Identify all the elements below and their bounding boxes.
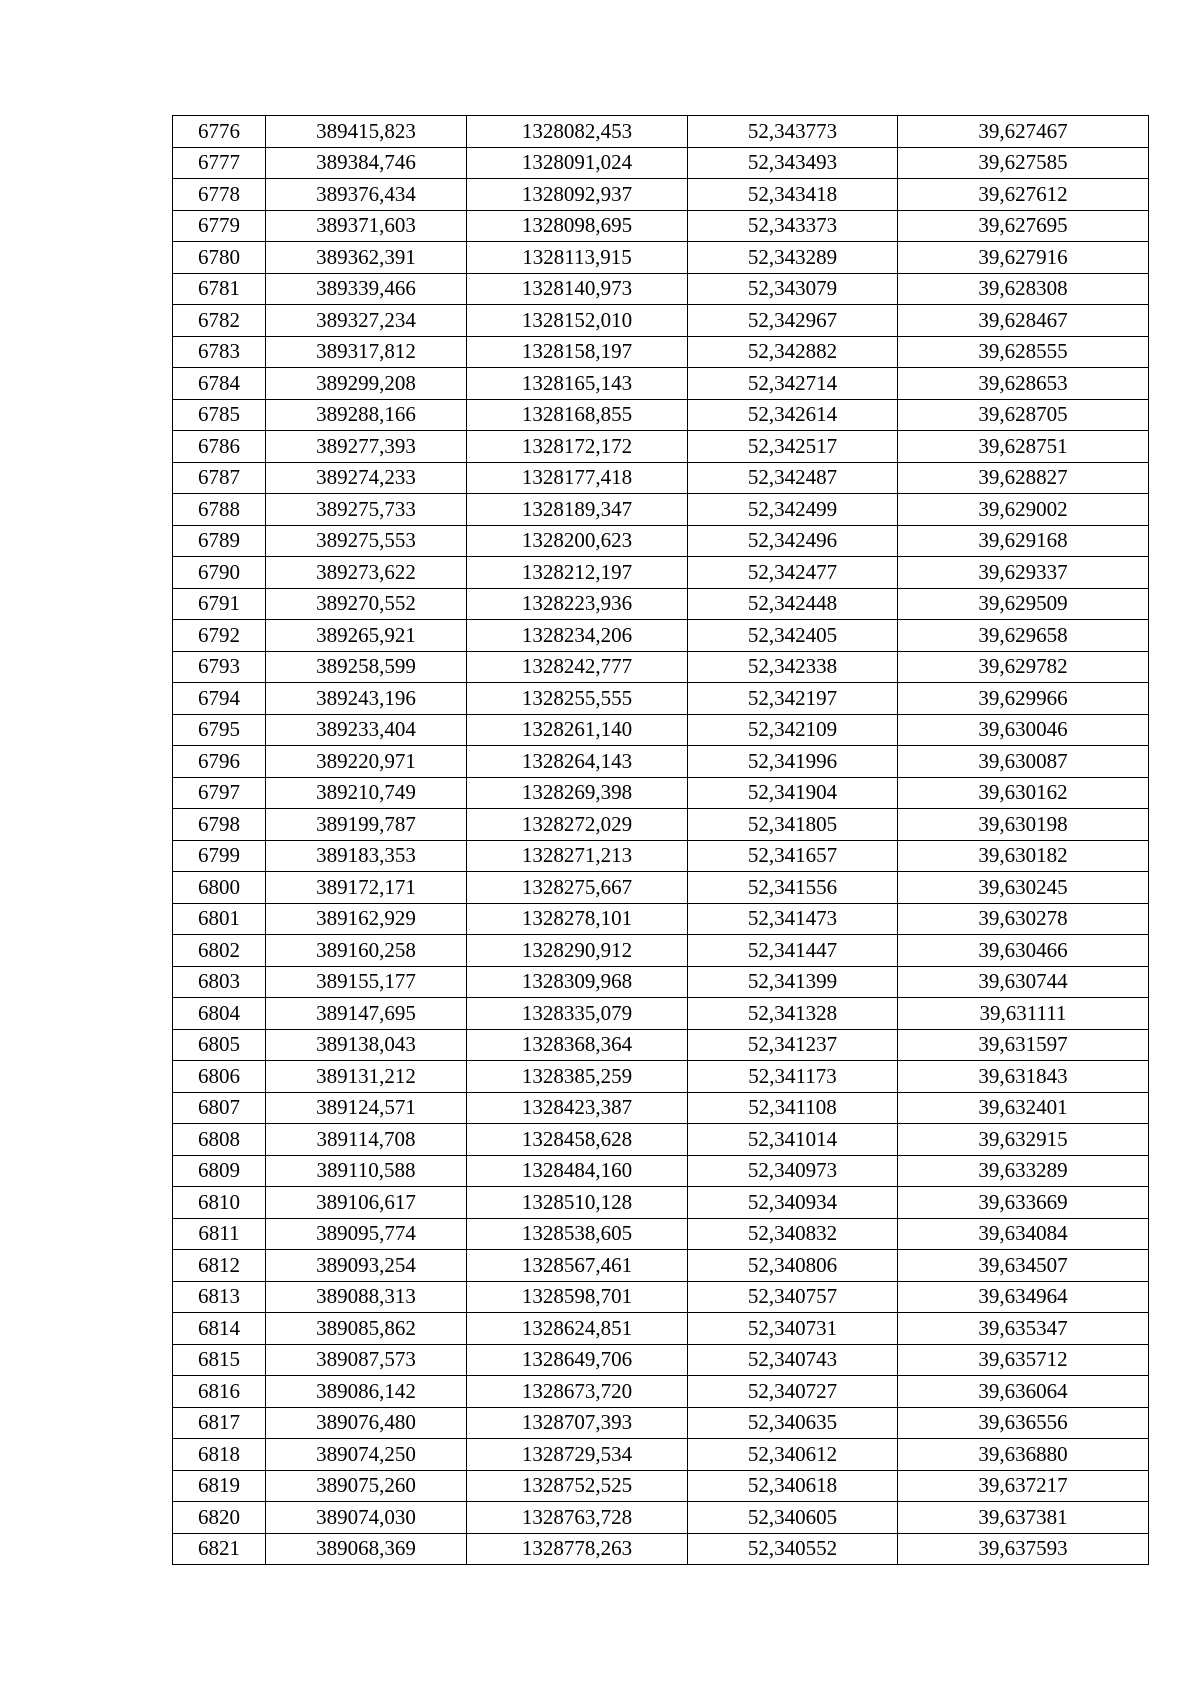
point-number-cell: 6817 (173, 1407, 266, 1439)
point-number-cell: 6804 (173, 998, 266, 1030)
point-number-cell: 6778 (173, 179, 266, 211)
table-row (173, 557, 1149, 589)
point-number-cell: 6793 (173, 651, 266, 683)
point-number-cell: 6816 (173, 1376, 266, 1408)
y-coordinate-cell: 1328158,197 (467, 336, 688, 368)
point-number-cell: 6777 (173, 147, 266, 179)
latitude-cell: 52,342448 (688, 588, 898, 620)
table-row (173, 1187, 1149, 1219)
y-coordinate-cell: 1328423,387 (467, 1092, 688, 1124)
x-coordinate-cell: 389106,617 (266, 1187, 467, 1219)
point-number-cell: 6788 (173, 494, 266, 526)
table-row (173, 588, 1149, 620)
table-row (173, 305, 1149, 337)
table-row (173, 462, 1149, 494)
longitude-cell: 39,630182 (898, 840, 1149, 872)
longitude-cell: 39,629168 (898, 525, 1149, 557)
x-coordinate-cell: 389068,369 (266, 1533, 467, 1565)
x-coordinate-cell: 389138,043 (266, 1029, 467, 1061)
longitude-cell: 39,627467 (898, 116, 1149, 148)
x-coordinate-cell: 389362,391 (266, 242, 467, 274)
x-coordinate-cell: 389074,250 (266, 1439, 467, 1471)
latitude-cell: 52,342614 (688, 399, 898, 431)
x-coordinate-cell: 389384,746 (266, 147, 467, 179)
x-coordinate-cell: 389339,466 (266, 273, 467, 305)
latitude-cell: 52,341904 (688, 777, 898, 809)
table-row (173, 1092, 1149, 1124)
latitude-cell: 52,341237 (688, 1029, 898, 1061)
longitude-cell: 39,632915 (898, 1124, 1149, 1156)
longitude-cell: 39,635712 (898, 1344, 1149, 1376)
latitude-cell: 52,340806 (688, 1250, 898, 1282)
y-coordinate-cell: 1328707,393 (467, 1407, 688, 1439)
table-row (173, 777, 1149, 809)
latitude-cell: 52,341996 (688, 746, 898, 778)
longitude-cell: 39,630046 (898, 714, 1149, 746)
x-coordinate-cell: 389085,862 (266, 1313, 467, 1345)
y-coordinate-cell: 1328649,706 (467, 1344, 688, 1376)
table-row (173, 1250, 1149, 1282)
y-coordinate-cell: 1328278,101 (467, 903, 688, 935)
table-row (173, 1124, 1149, 1156)
y-coordinate-cell: 1328271,213 (467, 840, 688, 872)
point-number-cell: 6789 (173, 525, 266, 557)
longitude-cell: 39,634964 (898, 1281, 1149, 1313)
point-number-cell: 6782 (173, 305, 266, 337)
latitude-cell: 52,343773 (688, 116, 898, 148)
table-row (173, 1155, 1149, 1187)
table-row (173, 242, 1149, 274)
y-coordinate-cell: 1328140,973 (467, 273, 688, 305)
longitude-cell: 39,630198 (898, 809, 1149, 841)
point-number-cell: 6790 (173, 557, 266, 589)
x-coordinate-cell: 389415,823 (266, 116, 467, 148)
y-coordinate-cell: 1328212,197 (467, 557, 688, 589)
latitude-cell: 52,342109 (688, 714, 898, 746)
x-coordinate-cell: 389162,929 (266, 903, 467, 935)
latitude-cell: 52,342197 (688, 683, 898, 715)
point-number-cell: 6815 (173, 1344, 266, 1376)
latitude-cell: 52,342882 (688, 336, 898, 368)
y-coordinate-cell: 1328598,701 (467, 1281, 688, 1313)
table-row (173, 935, 1149, 967)
latitude-cell: 52,341657 (688, 840, 898, 872)
y-coordinate-cell: 1328309,968 (467, 966, 688, 998)
table-row (173, 840, 1149, 872)
latitude-cell: 52,342499 (688, 494, 898, 526)
latitude-cell: 52,341805 (688, 809, 898, 841)
y-coordinate-cell: 1328264,143 (467, 746, 688, 778)
latitude-cell: 52,343289 (688, 242, 898, 274)
y-coordinate-cell: 1328082,453 (467, 116, 688, 148)
latitude-cell: 52,342517 (688, 431, 898, 463)
latitude-cell: 52,343493 (688, 147, 898, 179)
longitude-cell: 39,636556 (898, 1407, 1149, 1439)
y-coordinate-cell: 1328484,160 (467, 1155, 688, 1187)
table-row (173, 1218, 1149, 1250)
y-coordinate-cell: 1328272,029 (467, 809, 688, 841)
latitude-cell: 52,342487 (688, 462, 898, 494)
point-number-cell: 6783 (173, 336, 266, 368)
point-number-cell: 6818 (173, 1439, 266, 1471)
y-coordinate-cell: 1328510,128 (467, 1187, 688, 1219)
x-coordinate-cell: 389274,233 (266, 462, 467, 494)
table-row (173, 1502, 1149, 1534)
latitude-cell: 52,343079 (688, 273, 898, 305)
x-coordinate-cell: 389273,622 (266, 557, 467, 589)
latitude-cell: 52,341556 (688, 872, 898, 904)
point-number-cell: 6792 (173, 620, 266, 652)
point-number-cell: 6795 (173, 714, 266, 746)
latitude-cell: 52,341473 (688, 903, 898, 935)
point-number-cell: 6781 (173, 273, 266, 305)
table-row (173, 1439, 1149, 1471)
table-row (173, 651, 1149, 683)
longitude-cell: 39,634084 (898, 1218, 1149, 1250)
latitude-cell: 52,340832 (688, 1218, 898, 1250)
longitude-cell: 39,637593 (898, 1533, 1149, 1565)
point-number-cell: 6796 (173, 746, 266, 778)
longitude-cell: 39,628705 (898, 399, 1149, 431)
x-coordinate-cell: 389243,196 (266, 683, 467, 715)
table-row (173, 147, 1149, 179)
point-number-cell: 6820 (173, 1502, 266, 1534)
x-coordinate-cell: 389155,177 (266, 966, 467, 998)
x-coordinate-cell: 389317,812 (266, 336, 467, 368)
point-number-cell: 6801 (173, 903, 266, 935)
point-number-cell: 6802 (173, 935, 266, 967)
x-coordinate-cell: 389095,774 (266, 1218, 467, 1250)
latitude-cell: 52,340727 (688, 1376, 898, 1408)
longitude-cell: 39,636880 (898, 1439, 1149, 1471)
x-coordinate-cell: 389172,171 (266, 872, 467, 904)
point-number-cell: 6779 (173, 210, 266, 242)
y-coordinate-cell: 1328673,720 (467, 1376, 688, 1408)
y-coordinate-cell: 1328200,623 (467, 525, 688, 557)
longitude-cell: 39,636064 (898, 1376, 1149, 1408)
x-coordinate-cell: 389110,588 (266, 1155, 467, 1187)
point-number-cell: 6813 (173, 1281, 266, 1313)
x-coordinate-cell: 389124,571 (266, 1092, 467, 1124)
table-row (173, 1029, 1149, 1061)
latitude-cell: 52,340618 (688, 1470, 898, 1502)
x-coordinate-cell: 389270,552 (266, 588, 467, 620)
point-number-cell: 6797 (173, 777, 266, 809)
longitude-cell: 39,630162 (898, 777, 1149, 809)
x-coordinate-cell: 389074,030 (266, 1502, 467, 1534)
x-coordinate-cell: 389220,971 (266, 746, 467, 778)
latitude-cell: 52,343373 (688, 210, 898, 242)
x-coordinate-cell: 389275,553 (266, 525, 467, 557)
latitude-cell: 52,340757 (688, 1281, 898, 1313)
latitude-cell: 52,340635 (688, 1407, 898, 1439)
longitude-cell: 39,632401 (898, 1092, 1149, 1124)
x-coordinate-cell: 389131,212 (266, 1061, 467, 1093)
table-row (173, 1061, 1149, 1093)
latitude-cell: 52,341328 (688, 998, 898, 1030)
latitude-cell: 52,342477 (688, 557, 898, 589)
longitude-cell: 39,628467 (898, 305, 1149, 337)
y-coordinate-cell: 1328189,347 (467, 494, 688, 526)
table-row (173, 1470, 1149, 1502)
x-coordinate-cell: 389114,708 (266, 1124, 467, 1156)
longitude-cell: 39,627612 (898, 179, 1149, 211)
y-coordinate-cell: 1328763,728 (467, 1502, 688, 1534)
table-row (173, 273, 1149, 305)
point-number-cell: 6776 (173, 116, 266, 148)
longitude-cell: 39,631111 (898, 998, 1149, 1030)
x-coordinate-cell: 389093,254 (266, 1250, 467, 1282)
point-number-cell: 6785 (173, 399, 266, 431)
x-coordinate-cell: 389327,234 (266, 305, 467, 337)
table-row (173, 525, 1149, 557)
point-number-cell: 6780 (173, 242, 266, 274)
x-coordinate-cell: 389299,208 (266, 368, 467, 400)
latitude-cell: 52,340934 (688, 1187, 898, 1219)
y-coordinate-cell: 1328255,555 (467, 683, 688, 715)
y-coordinate-cell: 1328223,936 (467, 588, 688, 620)
longitude-cell: 39,629002 (898, 494, 1149, 526)
x-coordinate-cell: 389075,260 (266, 1470, 467, 1502)
longitude-cell: 39,631843 (898, 1061, 1149, 1093)
point-number-cell: 6805 (173, 1029, 266, 1061)
table-row (173, 336, 1149, 368)
y-coordinate-cell: 1328368,364 (467, 1029, 688, 1061)
longitude-cell: 39,633289 (898, 1155, 1149, 1187)
point-number-cell: 6814 (173, 1313, 266, 1345)
point-number-cell: 6811 (173, 1218, 266, 1250)
point-number-cell: 6784 (173, 368, 266, 400)
x-coordinate-cell: 389183,353 (266, 840, 467, 872)
longitude-cell: 39,629337 (898, 557, 1149, 589)
point-number-cell: 6821 (173, 1533, 266, 1565)
longitude-cell: 39,637217 (898, 1470, 1149, 1502)
y-coordinate-cell: 1328261,140 (467, 714, 688, 746)
table-row (173, 872, 1149, 904)
y-coordinate-cell: 1328385,259 (467, 1061, 688, 1093)
latitude-cell: 52,340731 (688, 1313, 898, 1345)
longitude-cell: 39,637381 (898, 1502, 1149, 1534)
longitude-cell: 39,629966 (898, 683, 1149, 715)
latitude-cell: 52,342714 (688, 368, 898, 400)
x-coordinate-cell: 389147,695 (266, 998, 467, 1030)
latitude-cell: 52,340605 (688, 1502, 898, 1534)
latitude-cell: 52,340552 (688, 1533, 898, 1565)
y-coordinate-cell: 1328168,855 (467, 399, 688, 431)
longitude-cell: 39,630245 (898, 872, 1149, 904)
longitude-cell: 39,635347 (898, 1313, 1149, 1345)
longitude-cell: 39,630744 (898, 966, 1149, 998)
table-row (173, 179, 1149, 211)
longitude-cell: 39,628555 (898, 336, 1149, 368)
latitude-cell: 52,342496 (688, 525, 898, 557)
point-number-cell: 6794 (173, 683, 266, 715)
table-row (173, 1533, 1149, 1565)
point-number-cell: 6798 (173, 809, 266, 841)
y-coordinate-cell: 1328091,024 (467, 147, 688, 179)
x-coordinate-cell: 389275,733 (266, 494, 467, 526)
table-row (173, 1344, 1149, 1376)
y-coordinate-cell: 1328092,937 (467, 179, 688, 211)
x-coordinate-cell: 389371,603 (266, 210, 467, 242)
longitude-cell: 39,629658 (898, 620, 1149, 652)
y-coordinate-cell: 1328335,079 (467, 998, 688, 1030)
y-coordinate-cell: 1328752,525 (467, 1470, 688, 1502)
y-coordinate-cell: 1328269,398 (467, 777, 688, 809)
y-coordinate-cell: 1328165,143 (467, 368, 688, 400)
y-coordinate-cell: 1328290,912 (467, 935, 688, 967)
longitude-cell: 39,629509 (898, 588, 1149, 620)
longitude-cell: 39,627916 (898, 242, 1149, 274)
y-coordinate-cell: 1328234,206 (467, 620, 688, 652)
longitude-cell: 39,630466 (898, 935, 1149, 967)
y-coordinate-cell: 1328113,915 (467, 242, 688, 274)
table-row (173, 116, 1149, 148)
latitude-cell: 52,341014 (688, 1124, 898, 1156)
x-coordinate-cell: 389376,434 (266, 179, 467, 211)
point-number-cell: 6787 (173, 462, 266, 494)
longitude-cell: 39,627585 (898, 147, 1149, 179)
coordinates-table-body (173, 116, 1149, 1565)
point-number-cell: 6799 (173, 840, 266, 872)
x-coordinate-cell: 389088,313 (266, 1281, 467, 1313)
longitude-cell: 39,633669 (898, 1187, 1149, 1219)
longitude-cell: 39,628751 (898, 431, 1149, 463)
x-coordinate-cell: 389210,749 (266, 777, 467, 809)
latitude-cell: 52,341108 (688, 1092, 898, 1124)
table-row (173, 683, 1149, 715)
point-number-cell: 6809 (173, 1155, 266, 1187)
point-number-cell: 6800 (173, 872, 266, 904)
table-row (173, 809, 1149, 841)
y-coordinate-cell: 1328098,695 (467, 210, 688, 242)
latitude-cell: 52,341447 (688, 935, 898, 967)
longitude-cell: 39,628653 (898, 368, 1149, 400)
latitude-cell: 52,341399 (688, 966, 898, 998)
x-coordinate-cell: 389288,166 (266, 399, 467, 431)
table-row (173, 966, 1149, 998)
y-coordinate-cell: 1328275,667 (467, 872, 688, 904)
table-row (173, 210, 1149, 242)
latitude-cell: 52,342967 (688, 305, 898, 337)
table-row (173, 746, 1149, 778)
y-coordinate-cell: 1328458,628 (467, 1124, 688, 1156)
table-row (173, 494, 1149, 526)
table-row (173, 620, 1149, 652)
latitude-cell: 52,340743 (688, 1344, 898, 1376)
point-number-cell: 6791 (173, 588, 266, 620)
longitude-cell: 39,627695 (898, 210, 1149, 242)
table-row (173, 368, 1149, 400)
x-coordinate-cell: 389258,599 (266, 651, 467, 683)
table-row (173, 1376, 1149, 1408)
longitude-cell: 39,630278 (898, 903, 1149, 935)
x-coordinate-cell: 389199,787 (266, 809, 467, 841)
y-coordinate-cell: 1328624,851 (467, 1313, 688, 1345)
latitude-cell: 52,342405 (688, 620, 898, 652)
y-coordinate-cell: 1328177,418 (467, 462, 688, 494)
point-number-cell: 6810 (173, 1187, 266, 1219)
x-coordinate-cell: 389086,142 (266, 1376, 467, 1408)
point-number-cell: 6803 (173, 966, 266, 998)
x-coordinate-cell: 389087,573 (266, 1344, 467, 1376)
longitude-cell: 39,630087 (898, 746, 1149, 778)
point-number-cell: 6819 (173, 1470, 266, 1502)
point-number-cell: 6807 (173, 1092, 266, 1124)
table-row (173, 431, 1149, 463)
table-row (173, 399, 1149, 431)
y-coordinate-cell: 1328567,461 (467, 1250, 688, 1282)
longitude-cell: 39,629782 (898, 651, 1149, 683)
latitude-cell: 52,342338 (688, 651, 898, 683)
x-coordinate-cell: 389265,921 (266, 620, 467, 652)
x-coordinate-cell: 389233,404 (266, 714, 467, 746)
y-coordinate-cell: 1328152,010 (467, 305, 688, 337)
table-row (173, 714, 1149, 746)
y-coordinate-cell: 1328172,172 (467, 431, 688, 463)
point-number-cell: 6786 (173, 431, 266, 463)
point-number-cell: 6808 (173, 1124, 266, 1156)
y-coordinate-cell: 1328242,777 (467, 651, 688, 683)
longitude-cell: 39,628308 (898, 273, 1149, 305)
longitude-cell: 39,628827 (898, 462, 1149, 494)
table-row (173, 998, 1149, 1030)
table-row (173, 903, 1149, 935)
point-number-cell: 6812 (173, 1250, 266, 1282)
y-coordinate-cell: 1328729,534 (467, 1439, 688, 1471)
latitude-cell: 52,340973 (688, 1155, 898, 1187)
table-row (173, 1407, 1149, 1439)
table-row (173, 1313, 1149, 1345)
longitude-cell: 39,634507 (898, 1250, 1149, 1282)
latitude-cell: 52,343418 (688, 179, 898, 211)
table-row (173, 1281, 1149, 1313)
x-coordinate-cell: 389076,480 (266, 1407, 467, 1439)
x-coordinate-cell: 389277,393 (266, 431, 467, 463)
coordinates-table (172, 115, 1149, 1565)
y-coordinate-cell: 1328538,605 (467, 1218, 688, 1250)
latitude-cell: 52,341173 (688, 1061, 898, 1093)
longitude-cell: 39,631597 (898, 1029, 1149, 1061)
latitude-cell: 52,340612 (688, 1439, 898, 1471)
point-number-cell: 6806 (173, 1061, 266, 1093)
x-coordinate-cell: 389160,258 (266, 935, 467, 967)
y-coordinate-cell: 1328778,263 (467, 1533, 688, 1565)
